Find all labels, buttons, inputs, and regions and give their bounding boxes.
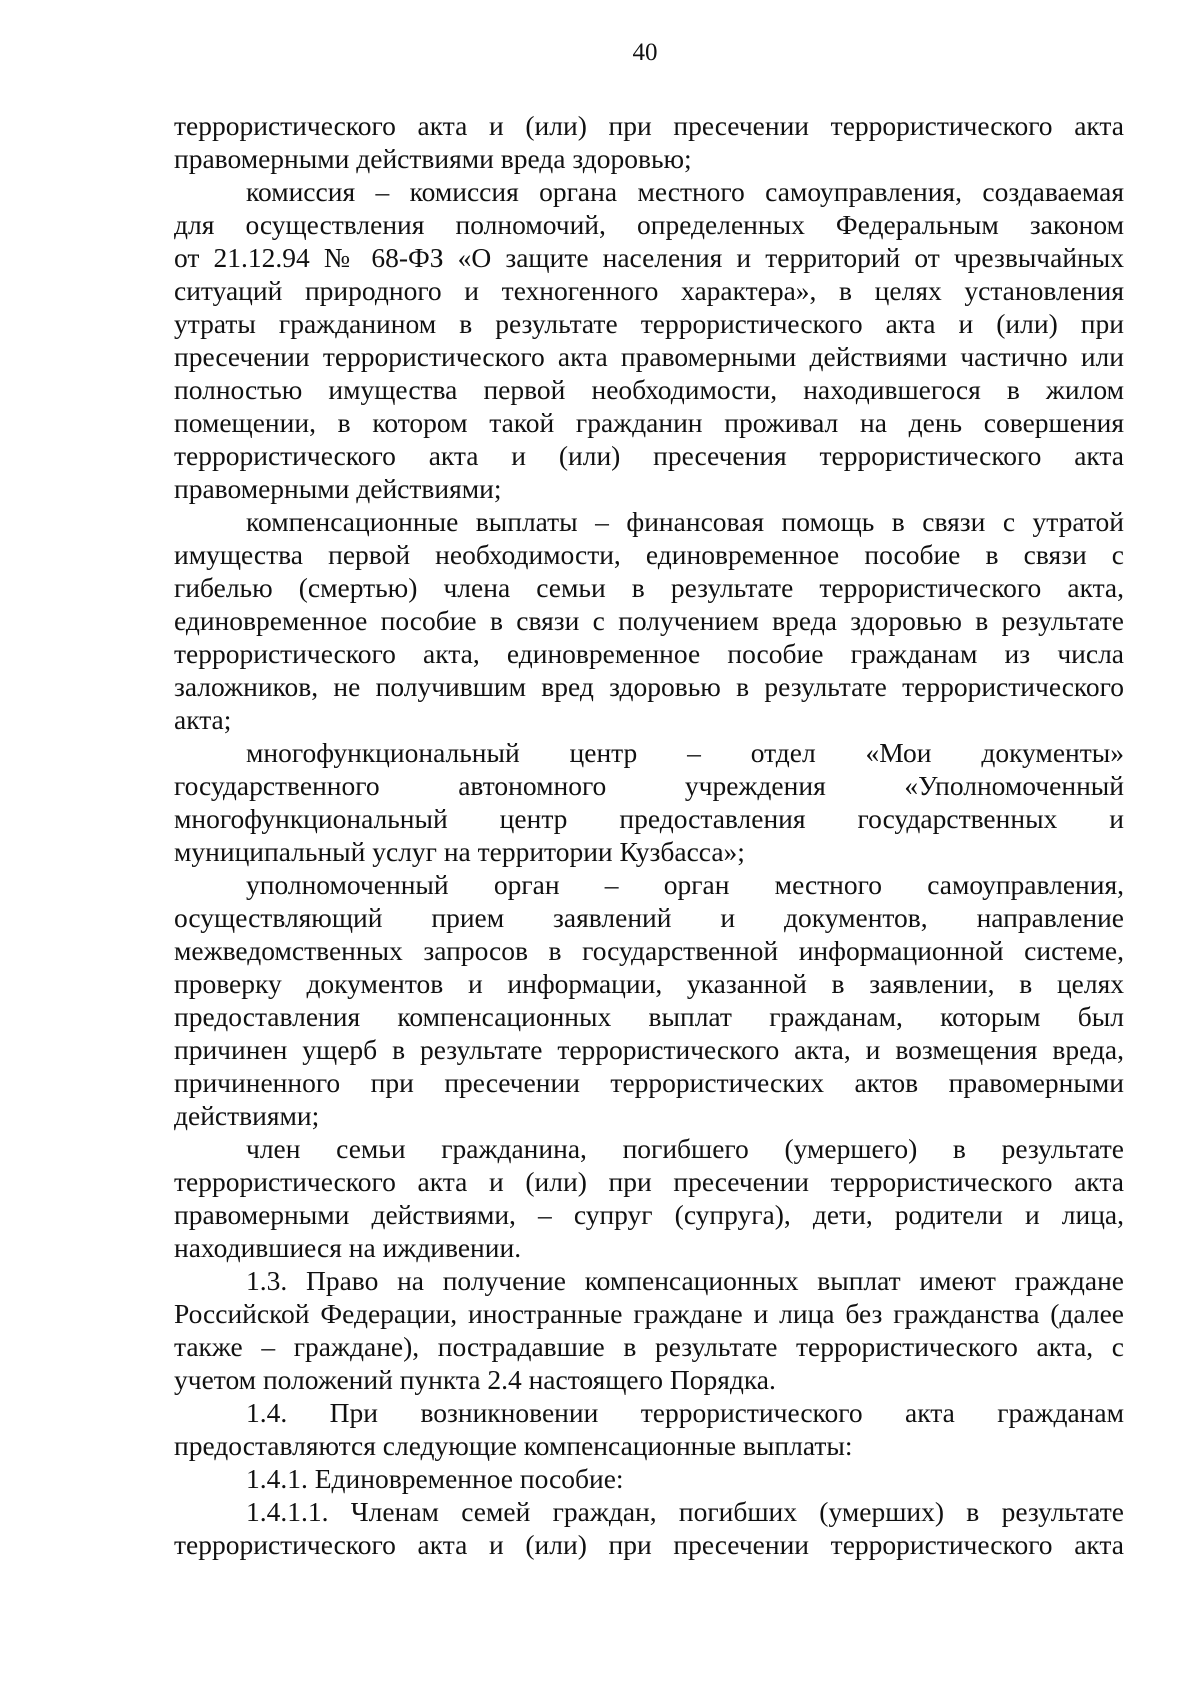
- text-line: террористического акта и (или) пресечения террористического акта: [174, 440, 1124, 471]
- text-line: комиссия – комиссия органа местного самоуправления, создаваемая: [246, 176, 1124, 207]
- text-line: уполномоченный орган – орган местного самоуправления,: [246, 869, 1124, 900]
- text-line: учетом положений пункта 2.4 настоящего Порядка.: [174, 1364, 776, 1395]
- text-line: находившиеся на иждивении.: [174, 1232, 522, 1263]
- text-line: единовременное пособие в связи с получением вреда здоровью в результате: [174, 605, 1124, 636]
- text-line: от 21.12.94 № 68-ФЗ «О защите населения и территорий от чрезвычайных: [174, 242, 1124, 273]
- text-line: государственного автономного учреждения «Уполномоченный: [174, 770, 1124, 801]
- text-line: террористического акта и (или) при пресечении террористического акта: [174, 1529, 1124, 1560]
- text-line: пресечении террористического акта правомерными действиями частично или: [174, 341, 1124, 372]
- page-number: 40: [632, 39, 658, 66]
- text-line: заложников, не получившим вред здоровью в результате террористического: [174, 671, 1124, 702]
- text-line: член семьи гражданина, погибшего (умершего) в результате: [246, 1133, 1124, 1164]
- text-line: многофункциональный центр предоставления государственных и: [174, 803, 1124, 834]
- text-line: полностью имущества первой необходимости, находившегося в жилом: [174, 374, 1124, 405]
- text-line: правомерными действиями вреда здоровью;: [174, 143, 692, 174]
- text-line: проверку документов и информации, указанной в заявлении, в целях: [174, 968, 1124, 999]
- text-line: правомерными действиями;: [174, 473, 502, 504]
- text-line: помещении, в котором такой гражданин проживал на день совершения: [174, 407, 1124, 438]
- text-line: муниципальный услуг на территории Кузбасса»;: [174, 836, 745, 867]
- text-line: имущества первой необходимости, единовременное пособие в связи с: [174, 539, 1124, 570]
- text-line: утраты гражданином в результате террористического акта и (или) при: [174, 308, 1124, 339]
- text-line: для осуществления полномочий, определенных Федеральным законом: [174, 209, 1124, 240]
- body-text: [174, 109, 1124, 1561]
- text-line: террористического акта, единовременное пособие гражданам из числа: [174, 638, 1124, 669]
- text-line: причиненного при пресечении террористических актов правомерными: [174, 1067, 1124, 1098]
- text-line: 1.4.1.1. Членам семей граждан, погибших (умерших) в результате: [246, 1496, 1124, 1527]
- text-line: предоставляются следующие компенсационные выплаты:: [174, 1430, 853, 1461]
- text-line: многофункциональный центр – отдел «Мои документы»: [246, 737, 1124, 768]
- text-line: Российской Федерации, иностранные граждане и лица без гражданства (далее: [174, 1298, 1124, 1329]
- text-line: межведомственных запросов в государственной информационной системе,: [174, 935, 1124, 966]
- text-line: причинен ущерб в результате террористического акта, и возмещения вреда,: [174, 1034, 1124, 1065]
- text-line: 1.4. При возникновении террористического акта гражданам: [246, 1397, 1124, 1428]
- text-line: гибелью (смертью) члена семьи в результате террористического акта,: [174, 572, 1124, 603]
- text-line: террористического акта и (или) при пресечении террористического акта: [174, 1166, 1124, 1197]
- text-line: ситуаций природного и техногенного характера», в целях установления: [174, 275, 1124, 306]
- text-line: 1.4.1. Единовременное пособие:: [246, 1463, 624, 1494]
- text-line: 1.3. Право на получение компенсационных выплат имеют граждане: [246, 1265, 1124, 1296]
- text-line: правомерными действиями, – супруг (супруга), дети, родители и лица,: [174, 1199, 1124, 1230]
- text-line: осуществляющий прием заявлений и документов, направление: [174, 902, 1124, 933]
- text-line: действиями;: [174, 1100, 320, 1131]
- text-line: также – граждане), пострадавшие в результате террористического акта, с: [174, 1331, 1124, 1362]
- text-line: компенсационные выплаты – финансовая помощь в связи с утратой: [246, 506, 1124, 537]
- text-line: акта;: [174, 704, 232, 735]
- text-line: террористического акта и (или) при пресечении террористического акта: [174, 110, 1124, 141]
- text-line: предоставления компенсационных выплат гражданам, которым был: [174, 1001, 1124, 1032]
